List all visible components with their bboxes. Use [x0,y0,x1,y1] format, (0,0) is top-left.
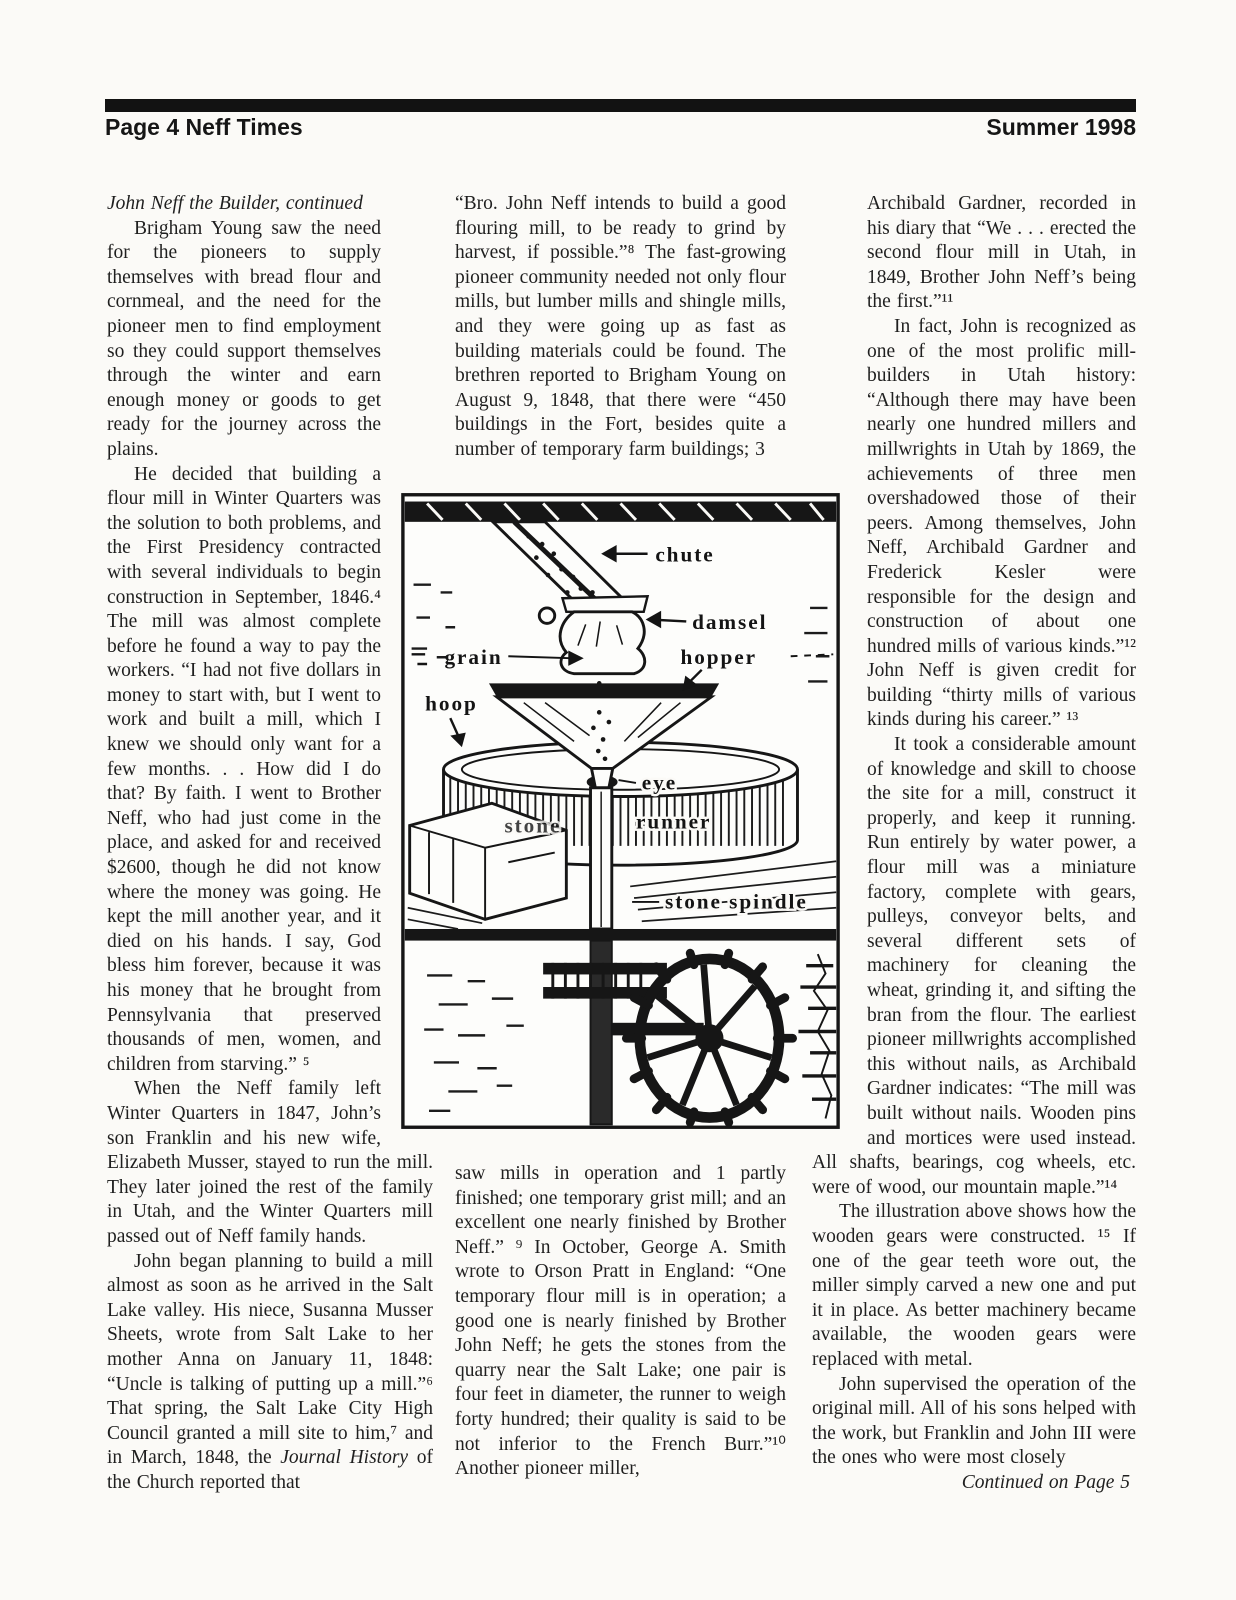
paragraph: saw mills in operation and 1 partly finished; one temporary grist mill; and an excellent one nearly finished by Brother Neff.” ⁹ In October, George A. Smith wrote to Orson Pratt in England: “One temporary flour mill is in operation; a good one is nearly finished by Brother John Neff; he gets the stones from the quarry near the Salt Lake; one pair is four feet in diameter, the runner to weigh forty hundred; their quality is said to be not inferior to the French Burr.”¹⁰ Another pioneer miller, [455,1163,786,1480]
header-rule [105,99,1136,112]
middle-column-top [455,192,786,463]
paragraph: Brigham Young saw the need for the pioneers to supply themselves with bread flour and cornmeal, and the need for the pioneer men to find employment so they could support themselves through the winter and earn enough money or goods to get ready for the journey across the plains. [107,217,381,460]
paragraph: When the Neff family left Winter Quarters in 1847, John’s son Franklin and his new wife, Elizabeth Musser, stayed to run the mill. They later joined the rest of the family in Utah, and the Winter Quarters mill passed out of Neff family hands. [107,1078,433,1247]
svg-text:chute: chute [655,542,715,567]
article-continued-heading: John Neff the Builder, continued [107,193,363,214]
paragraph-text: of the Church reported that [107,1447,433,1493]
svg-text:stone spindle: stone spindle [664,889,808,914]
paragraph: It took a considerable amount of knowledge and skill to choose the site for a mill, construct it properly, and keep it running. Run entirely by water power, a flour mill was a miniature factory, complete with gears, pulleys, conveyor belts, and several different sets of machinery for cleaning the wheat, grinding it, and sifting the bran from the flour. The earliest pioneer millwrights accomplished this without nails, as Archibald Gardner indicates: “The mill was built without nails. Wooden pins and mortices were used instead. All shafts, bearings, cog wheels, etc. were of wood, our mountain maple.”¹⁴ [812,734,1136,1198]
svg-text:hopper: hopper [680,645,758,669]
journal-history-italic: Journal History [280,1447,409,1469]
paragraph: In fact, John is recognized as one of the most prolific mill-builders in Utah history: “Although there may have been nearly one hundred millers and millwrights in Utah by 1869, the achievements of three men overshadowed those of their peers. Among themselves, John Neff, Archibald Gardner and Frederick Kesler were responsible for the design and construction of about one hundred mills of various kinds.”¹² John Neff is given credit for building “thirty mills of various kinds during his career.” ¹³ [867,315,1136,731]
paragraph: He decided that building a flour mill in Winter Quarters was the solution to both problems, and the First Presidency contracted with several individuals to begin construction in September, 1846.⁴ The mill was almost complete before he found a way to pay the workers. “I had not five dollars in money to start with, but I went to work and built a mill, which I knew we should only want for a few months. . . How did I do that? By faith. I went to Brother Neff, who had just come in the place, and asked for and received $2600, though he did not know where the money was going. He kept the mill another year, and it died on his hands. I say, God bless him forever, because it was his money that he brought from Pennsylvania that preserved thousands of men, women, and children from starving.” ⁵ [107,463,381,1075]
page-header-left: Page 4 Neff Times [105,114,303,140]
spindle-shaft-drawing [591,788,612,1125]
paragraph: “Bro. John Neff intends to build a good flouring mill, to be ready to grind by harvest, if possible.”⁸ The fast-growing pioneer community needed not only flour mills, but lumber mills and shingle mills, and they were going up as fast as building materials could be found. The brethren reported to Brigham Young on August 9, 1848, that there were “450 buildings in the Fort, besides quite a number of temporary farm buildings; 3 [455,193,786,460]
right-column [812,192,1136,1495]
paragraph [107,1250,433,1496]
mill-illustration [400,485,841,1137]
svg-text:grain: grain [444,645,503,669]
paragraph: Archibald Gardner, recorded in his diary that “We . . . erected the second flour mill in Utah, in 1849, Brother John Neff’s being the first.”¹¹ [867,193,1136,313]
paragraph-text: John began planning to build a mill almost as soon as he arrived in the Salt Lake valley. His niece, Susanna Musser Sheets, wrote from Salt Lake to her mother Anna on January 11, 1848: “Uncle is talking of putting up a mill.”⁶ That spring, the Salt Lake City High Council granted a mill site to him,⁷ and in March, 1848, the [107,1250,433,1469]
ceiling-beam-drawing [405,502,836,522]
svg-text:hoop: hoop [425,691,478,716]
stone-label: stone [504,813,562,838]
page-header-right: Summer 1998 [986,114,1136,140]
runner-label: runner [635,809,712,834]
left-column [107,192,433,1495]
svg-text:eye: eye [641,770,678,795]
svg-text:damsel: damsel [692,610,768,635]
middle-column-bottom [455,1162,786,1482]
paragraph: John supervised the operation of the original mill. All of his sons helped with the work, but Franklin and John III were the ones who were most closely [812,1373,1136,1469]
page-header [105,114,1136,141]
paragraph: The illustration above shows how the wooden gears were constructed. ¹⁵ If one of the gear teeth wore out, the miller simply carved a new one and put it in place. As better machinery became available, the wooden gears were replaced with metal. [812,1201,1136,1370]
continued-on-page-5: Continued on Page 5 [961,1471,1130,1493]
